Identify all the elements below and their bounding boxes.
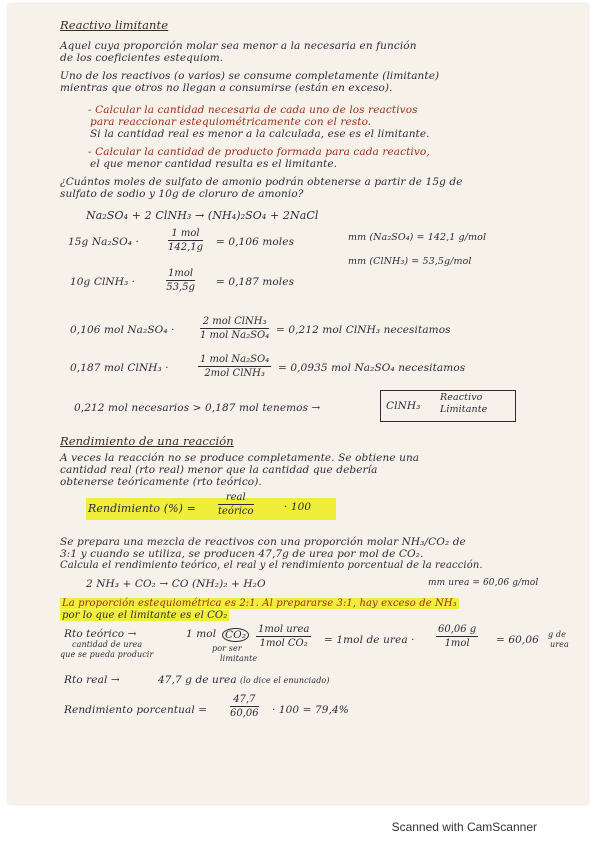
question-line: sulfato de sodio y 10g de cloruro de amonio? [60, 188, 304, 200]
reaction-equation: 2 NH₃ + CO₂ → CO (NH₂)₂ + H₂O [86, 578, 266, 590]
calc-lead: 15g Na₂SO₄ · [68, 236, 139, 248]
text-line: de los coeficientes estequiom. [60, 52, 224, 64]
notebook-page [8, 4, 588, 804]
bullet-line: Si la cantidad real es menor a la calculada, ese es el limitante. [90, 128, 430, 140]
note: que se pueda producir [60, 650, 154, 659]
highlight-line: La proporción estequiométrica es 2:1. Al prepararse 3:1, hay exceso de NH₃ [62, 598, 457, 609]
molar-mass: mm urea = 60,06 g/mol [428, 578, 539, 588]
calc-result: = 0,187 moles [216, 276, 295, 288]
text-line: A veces la reacción no se produce completamente. Se obtiene una [60, 452, 420, 464]
question-line: 3:1 y cuando se utiliza, se producen 47,7g de urea por mol de CO₂. [60, 548, 424, 560]
calc-result: = 0,212 mol ClNH₃ necesitamos [276, 324, 451, 336]
molar-mass: mm (Na₂SO₄) = 142,1 g/mol [348, 232, 487, 243]
text-line: Uno de los reactivos (o varios) se consume completamente (limitante) [60, 70, 440, 82]
conclusion-line: 0,212 mol necesarios > 0,187 mol tenemos → [74, 402, 321, 414]
fraction: real teórico [218, 492, 254, 517]
highlight-line: por lo que el limitante es el CO₂ [62, 610, 228, 621]
fraction: 60,06 g 1mol [438, 624, 477, 649]
percent-yield-result: · 100 = 79,4% [272, 704, 349, 716]
bullet-line: para reaccionar estequiométricamente con el resto. [90, 116, 372, 128]
section-title-reactivo-limitante: Reactivo limitante [60, 18, 169, 32]
circled-co2: CO₂ [222, 628, 249, 642]
calc-result: = 60,06 [496, 634, 539, 646]
section-title-rendimiento: Rendimiento de una reacción [60, 434, 234, 448]
fraction: 1 mol Na₂SO₄ 2mol ClNH₃ [200, 354, 270, 379]
percent-yield-label: Rendimiento porcentual = [64, 704, 208, 716]
real-yield-label: Rto real → [64, 674, 120, 686]
text-line: Aquel cuya proporción molar sea menor a la necesaria en función [60, 40, 417, 52]
yield-formula: Rendimiento (%) = [86, 498, 336, 520]
calc-result: = 0,0935 mol Na₂SO₄ necesitamos [278, 362, 466, 374]
formula-tail: · 100 [284, 501, 312, 513]
note: cantidad de urea [72, 640, 143, 649]
bullet-line: - Calcular la cantidad de producto formada para cada reactivo, [88, 146, 430, 158]
unit: urea [550, 640, 569, 649]
fraction: $\frac{47,7}{60,06}$ [230, 694, 259, 719]
box-label: Limitante [440, 404, 488, 415]
note: limitante [220, 654, 258, 663]
text-line: obtenerse teóricamente (rto teórico). [60, 476, 262, 488]
fraction: 1mol urea 1mol CO₂ [258, 624, 310, 649]
box-label: Reactivo [440, 392, 483, 403]
text-line: mientras que otros no llegan a consumirse (están en exceso). [60, 82, 393, 94]
theoretical-yield-label: Rto teórico → [64, 628, 137, 640]
calc-mid: = 1mol de urea · [324, 634, 415, 646]
molar-mass: mm (ClNH₃) = 53,5g/mol [348, 256, 472, 267]
calc-term: 1 mol [186, 628, 217, 640]
calc-result: = 0,106 moles [216, 236, 295, 248]
fraction: 2 mol ClNH₃ 1 mol Na₂SO₄ [200, 316, 270, 341]
scanner-watermark: Scanned with CamScanner [391, 820, 537, 834]
question-line: Se prepara una mezcla de reactivos con una proporción molar NH₃/CO₂ de [60, 536, 466, 548]
fraction: 1mol 53,5g [166, 268, 195, 293]
unit: g de [548, 630, 566, 639]
calc-lead: 0,187 mol ClNH₃ · [70, 362, 169, 374]
question-line: Calcula el rendimiento teórico, el real y el rendimiento porcentual de la reacción. [60, 560, 483, 571]
text-line: cantidad real (rto real) menor que la cantidad que debería [60, 464, 378, 476]
question-line: ¿Cuántos moles de sulfato de amonio podrán obtenerse a partir de 15g de [60, 176, 463, 188]
bullet-line: - Calcular la cantidad necesaria de cada uno de los reactivos [88, 104, 418, 116]
reaction-equation: Na₂SO₄ + 2 ClNH₃ → (NH₄)₂SO₄ + 2NaCl [86, 209, 319, 222]
real-yield-value: 47,7 g de urea [158, 674, 237, 686]
calc-lead: 0,106 mol Na₂SO₄ · [70, 324, 175, 336]
bullet-line: el que menor cantidad resulta es el limitante. [90, 158, 338, 170]
note: por ser [212, 644, 242, 653]
note: (lo dice el enunciado) [240, 676, 330, 685]
fraction: 1 mol 142,1g [168, 228, 204, 253]
calc-lead: 10g ClNH₃ · [70, 276, 136, 288]
limiting-species: ClNH₃ [386, 400, 421, 412]
